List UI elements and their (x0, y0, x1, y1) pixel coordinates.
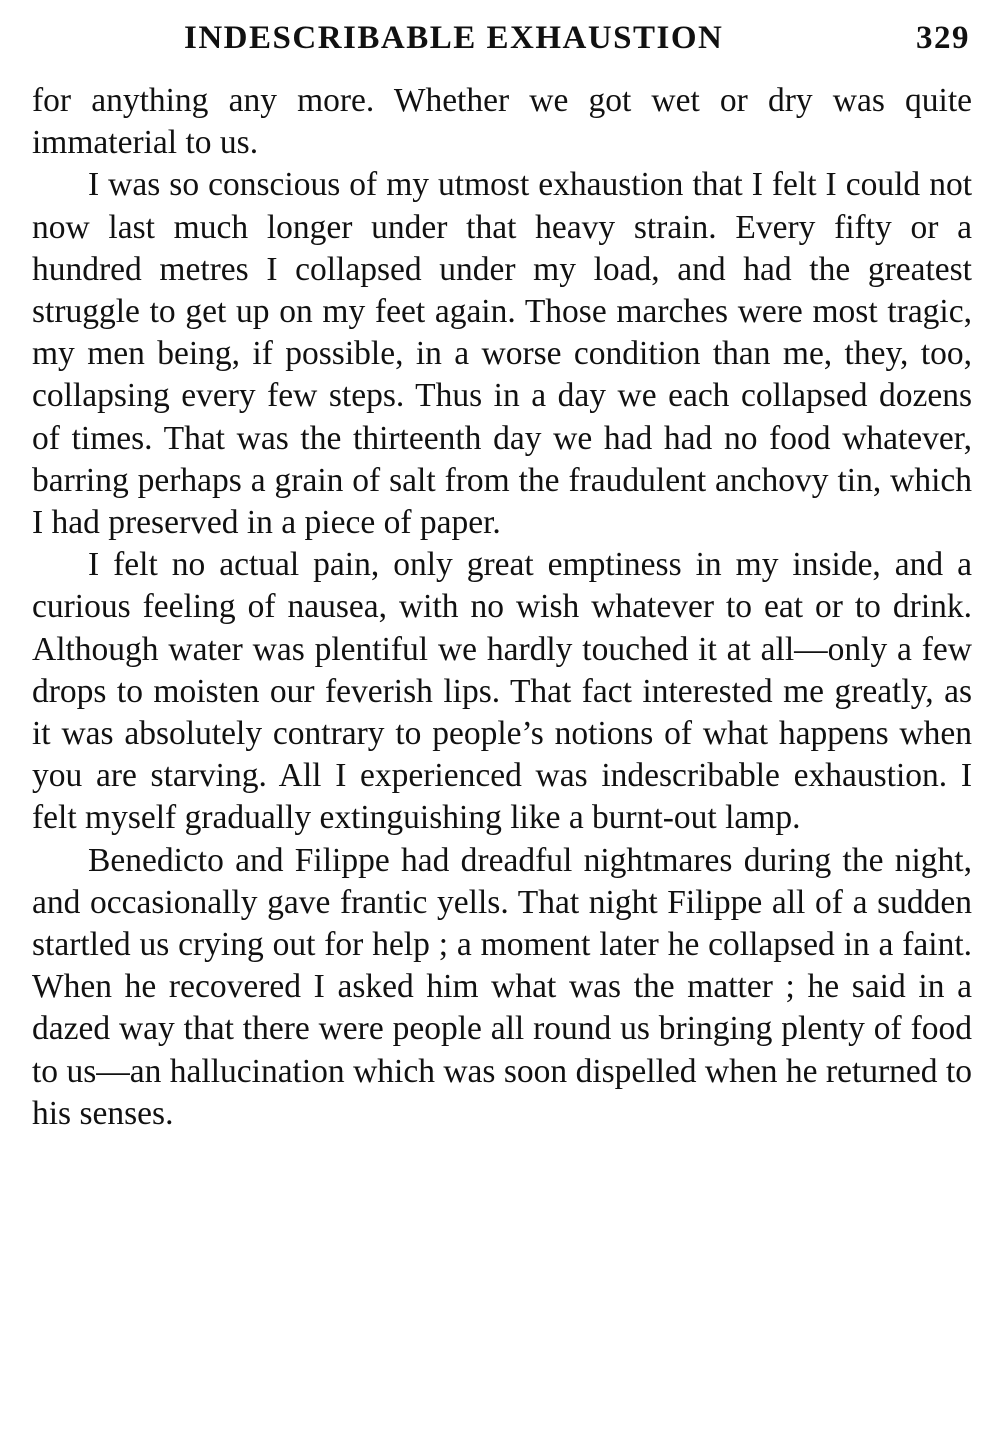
paragraph-nightmares: Benedicto and Filippe had dreadful nightmares during the night, and occasionally gave frantic yells. That night Filippe all of a sudden startled us crying out for help ; a moment later he collapsed in a faint. When he recovered I asked him what was the matter ; he said in a dazed way that there were people all round us bringing plenty of food to us—an hallucination which was soon dispelled when he returned to his senses. (32, 841, 972, 1132)
running-head (32, 14, 972, 66)
body-text (32, 80, 972, 1135)
book-page (32, 14, 972, 1135)
running-title: INDESCRIBABLE EXHAUSTION (184, 20, 724, 56)
paragraph-no-pain: I felt no actual pain, only great emptiness in my inside, and a curious feeling of nausea, with no wish whatever to eat or to drink. Although water was plentiful we hardly touched it at all—only a few drops to moisten our feverish lips. That fact interested me greatly, as it was absolutely contrary to people’s notions of what happens when you are starving. All I experienced was indescribable exhaustion. I felt myself gradually extinguishing like a burnt-out lamp. (32, 546, 972, 837)
paragraph-continued: for anything any more. Whether we got wet or dry was quite immaterial to us. (32, 82, 972, 162)
paragraph-exhaustion: I was so conscious of my utmost exhaustion that I felt I could not now last much longer under that heavy strain. Every fifty or a hundred metres I collapsed under my load, and had the greatest struggle to get up on my feet again. Those marches were most tragic, my men being, if possible, in a worse condition than me, they, too, collapsing every few steps. Thus in a day we each collapsed dozens of times. That was the thirteenth day we had had no food whatever, barring perhaps a grain of salt from the fraudulent anchovy tin, which I had preserved in a piece of paper. (32, 166, 972, 542)
page-number: 329 (916, 20, 970, 56)
